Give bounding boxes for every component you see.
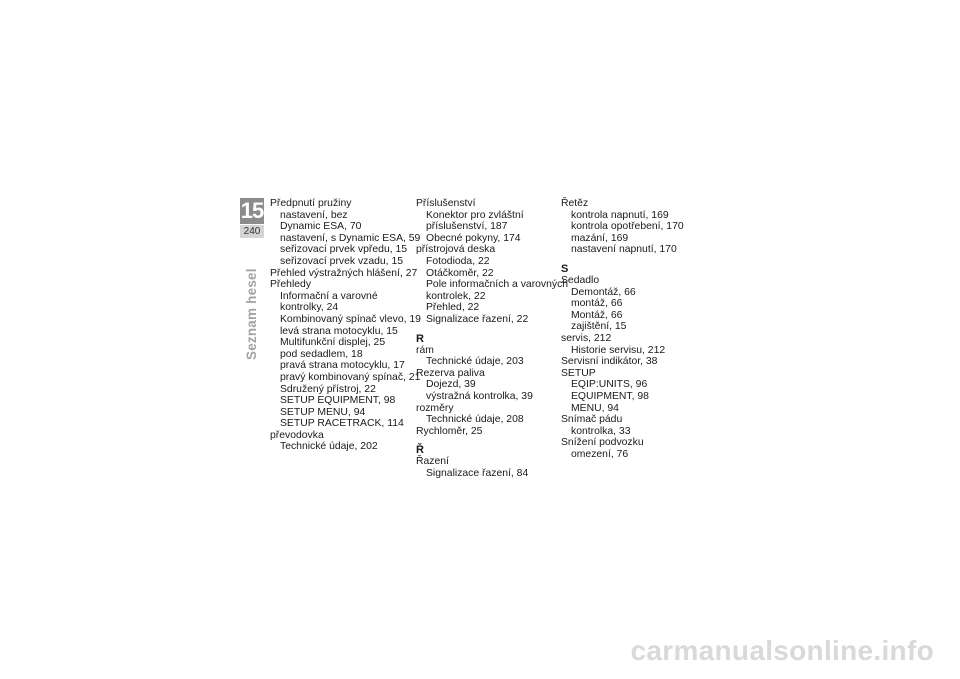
index-subentry: kontrolek, 22	[426, 290, 486, 302]
index-subentry: Technické údaje, 208	[426, 414, 524, 426]
index-column-3	[561, 198, 701, 460]
index-subentry: mazání, 169	[571, 232, 629, 244]
index-entry: přístrojová deska	[416, 244, 496, 256]
index-entry: převodovka	[270, 429, 324, 441]
watermark: carmanualsonline.info	[630, 635, 934, 666]
index-entry: Řazení	[416, 456, 449, 468]
index-subentry: Signalizace řazení, 84	[426, 467, 529, 479]
index-subentry: Dojezd, 39	[426, 379, 476, 391]
index-entry: Předpnutí pružiny	[270, 198, 352, 209]
index-entry: servis, 212	[561, 332, 612, 344]
index-subentry: Fotodioda, 22	[426, 255, 490, 267]
index-letter-heading: S	[561, 262, 569, 275]
index-subentry: Dynamic ESA, 70	[280, 221, 362, 233]
index-subentry: pod sedadlem, 18	[280, 348, 363, 360]
index-subentry: SETUP EQUIPMENT, 98	[280, 395, 396, 407]
index-entry: Snížení podvozku	[561, 437, 644, 449]
index-entry: Přehledy	[270, 279, 312, 291]
page-number: 240	[240, 225, 264, 238]
index-subentry: Demontáž, 66	[571, 286, 636, 298]
index-subentry: Kombinovaný spínač vlevo, 19	[280, 313, 421, 325]
index-subentry: Pole informačních a varovných	[426, 279, 569, 291]
index-subentry: levá strana motocyklu, 15	[280, 325, 398, 337]
index-subentry: seřizovací prvek vpředu, 15	[280, 244, 408, 256]
index-subentry: pravý kombinovaný spínač, 21	[280, 371, 421, 383]
index-subentry: SETUP RACETRACK, 114	[280, 418, 404, 430]
chapter-number: 15	[240, 198, 264, 223]
chapter-title: Seznam hesel	[244, 268, 259, 360]
index-subentry: Historie servisu, 212	[571, 344, 666, 356]
index-subentry: nastavení, s Dynamic ESA, 59	[280, 232, 421, 244]
index-entry: SETUP	[561, 367, 596, 379]
index-entry: Servisní indikátor, 38	[561, 356, 658, 368]
index-subentry: Multifunkční displej, 25	[280, 337, 386, 349]
index-column-2	[416, 198, 569, 479]
index-entry: Příslušenství	[416, 198, 476, 209]
index-letter-heading: Ř	[416, 444, 424, 457]
index-subentry: EQUIPMENT, 98	[571, 390, 649, 402]
index-subentry: Technické údaje, 202	[280, 441, 378, 453]
index-subentry: Signalizace řazení, 22	[426, 313, 529, 325]
index-letter-heading: R	[416, 332, 424, 345]
index-subentry: Montáž, 66	[571, 309, 623, 321]
index-subentry: kontrolky, 24	[280, 302, 339, 314]
index-subentry: MENU, 94	[571, 402, 619, 414]
index-subentry: nastavení, bez	[280, 209, 348, 221]
index-subentry: kontrola napnutí, 169	[571, 209, 669, 221]
index-subentry: kontrola opotřebení, 170	[571, 221, 684, 233]
index-subentry: seřizovací prvek vzadu, 15	[280, 255, 404, 267]
index-entry: Rychloměr, 25	[416, 425, 483, 437]
index-entry: Přehled výstražných hlášení, 27	[270, 267, 418, 279]
index-subentry: Otáčkoměr, 22	[426, 267, 494, 279]
index-column-1	[270, 198, 421, 453]
index-subentry: Přehled, 22	[426, 302, 480, 314]
index-entry: Sedadlo	[561, 274, 600, 286]
index-entry: Řetěz	[561, 198, 589, 209]
index-subentry: EQIP:UNITS, 96	[571, 379, 648, 391]
index-subentry: nastavení napnutí, 170	[571, 244, 677, 256]
index-subentry: kontrolka, 33	[571, 425, 631, 437]
index-subentry: Technické údaje, 203	[426, 356, 524, 368]
index-subentry: příslušenství, 187	[426, 221, 508, 233]
index-entry: rozměry	[416, 402, 454, 414]
index-subentry: Konektor pro zvláštní	[426, 209, 524, 221]
index-subentry: výstražná kontrolka, 39	[426, 390, 533, 402]
index-entry: Rezerva paliva	[416, 367, 485, 379]
index-entry: Snímač pádu	[561, 414, 623, 426]
chapter-marker	[240, 198, 264, 242]
index-subentry: montáž, 66	[571, 298, 623, 310]
index-subentry: Informační a varovné	[280, 290, 378, 302]
index-subentry: omezení, 76	[571, 448, 629, 460]
index-subentry: Sdružený přístroj, 22	[280, 383, 376, 395]
index-subentry: zajištění, 15	[571, 321, 627, 333]
index-subentry: Obecné pokyny, 174	[426, 232, 521, 244]
index-subentry: SETUP MENU, 94	[280, 406, 366, 418]
index-subentry: pravá strana motocyklu, 17	[280, 360, 405, 372]
index-entry: rám	[416, 344, 434, 356]
